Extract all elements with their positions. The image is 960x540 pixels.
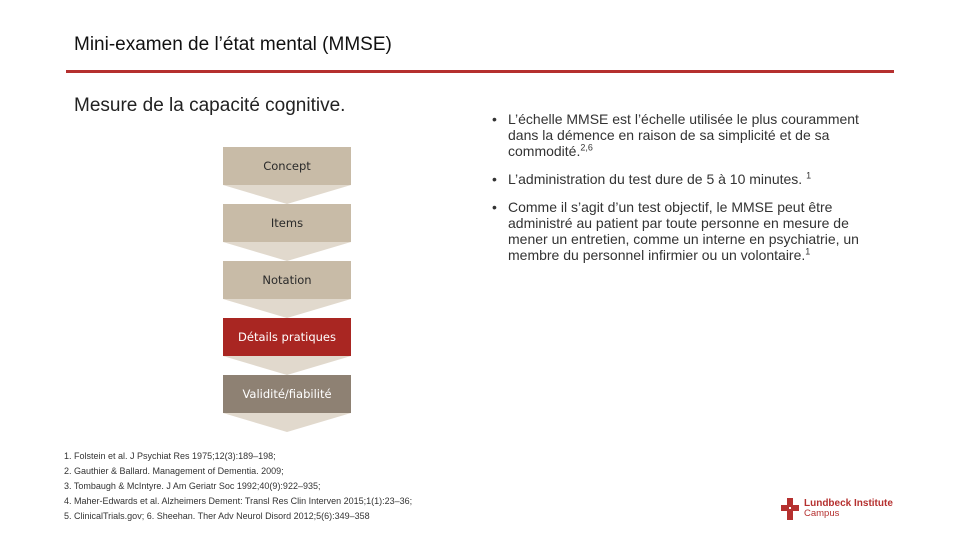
step-items[interactable] bbox=[223, 204, 351, 242]
bullet-item: • Comme il s’agit d’un test objectif, le MMSE peut être administré au patient par toute personne en mesure de mener un entretien, comme un interne en psychiatrie, un membre du personnel infirmier ou un volontaire.$^1$ bbox=[490, 199, 890, 263]
logo-line2: Campus bbox=[804, 508, 840, 519]
page-title: Mini-examen de l’état mental (MMSE) bbox=[74, 34, 392, 55]
bullet-item: • L’échelle MMSE est l’échelle utilisée le plus couramment dans la démence en raison de sa simplicité et de sa commodité.$^{2,6}$ bbox=[490, 111, 890, 159]
logo-line1: Lundbeck Institute bbox=[804, 498, 893, 509]
step-notation[interactable] bbox=[223, 261, 351, 299]
bullet-item: • L’administration du test dure de 5 à 10 minutes. $^1$ bbox=[490, 171, 890, 187]
references bbox=[64, 449, 412, 524]
citation-superscript: 1 bbox=[805, 246, 811, 257]
step-label: Détails pratiques bbox=[238, 330, 336, 344]
step-arrow bbox=[223, 185, 351, 204]
citation-superscript: 1 bbox=[806, 170, 812, 181]
bullet-list bbox=[490, 111, 890, 275]
title-divider bbox=[66, 70, 894, 73]
page-subtitle: Mesure de la capacité cognitive. bbox=[74, 95, 346, 116]
lundbeck-cross-icon bbox=[780, 497, 800, 521]
reference-line: 4. Maher-Edwards et al. Alzheimers Dement: Transl Res Clin Interven 2015;1(1):23–36; bbox=[64, 496, 413, 506]
step-arrow bbox=[223, 356, 351, 375]
step-label: Items bbox=[270, 216, 304, 230]
step-label: Concept bbox=[263, 159, 311, 173]
reference-line: 1. Folstein et al. J Psychiat Res 1975;12(3):189–198; bbox=[64, 451, 276, 461]
reference-line: 2. Gauthier & Ballard. Management of Dementia. 2009; bbox=[64, 466, 284, 476]
step-arrow bbox=[223, 413, 351, 432]
step-arrow bbox=[223, 299, 351, 318]
reference-line: 5. ClinicalTrials.gov; 6. Sheehan. Ther Adv Neurol Disord 2012;5(6):349–358 bbox=[64, 511, 370, 521]
step-arrow bbox=[223, 242, 351, 261]
step-concept[interactable] bbox=[223, 147, 351, 185]
step-label: Notation bbox=[262, 273, 312, 287]
step-label: Validité/fiabilité bbox=[242, 387, 332, 401]
lundbeck-logo bbox=[780, 497, 893, 521]
step-validite-fiabilite[interactable] bbox=[223, 375, 351, 413]
reference-line: 3. Tombaugh & McIntyre. J Am Geriatr Soc 1992;40(9):922–935; bbox=[64, 481, 321, 491]
step-details-pratiques[interactable] bbox=[223, 318, 351, 356]
citation-superscript: 2,6 bbox=[580, 142, 593, 153]
